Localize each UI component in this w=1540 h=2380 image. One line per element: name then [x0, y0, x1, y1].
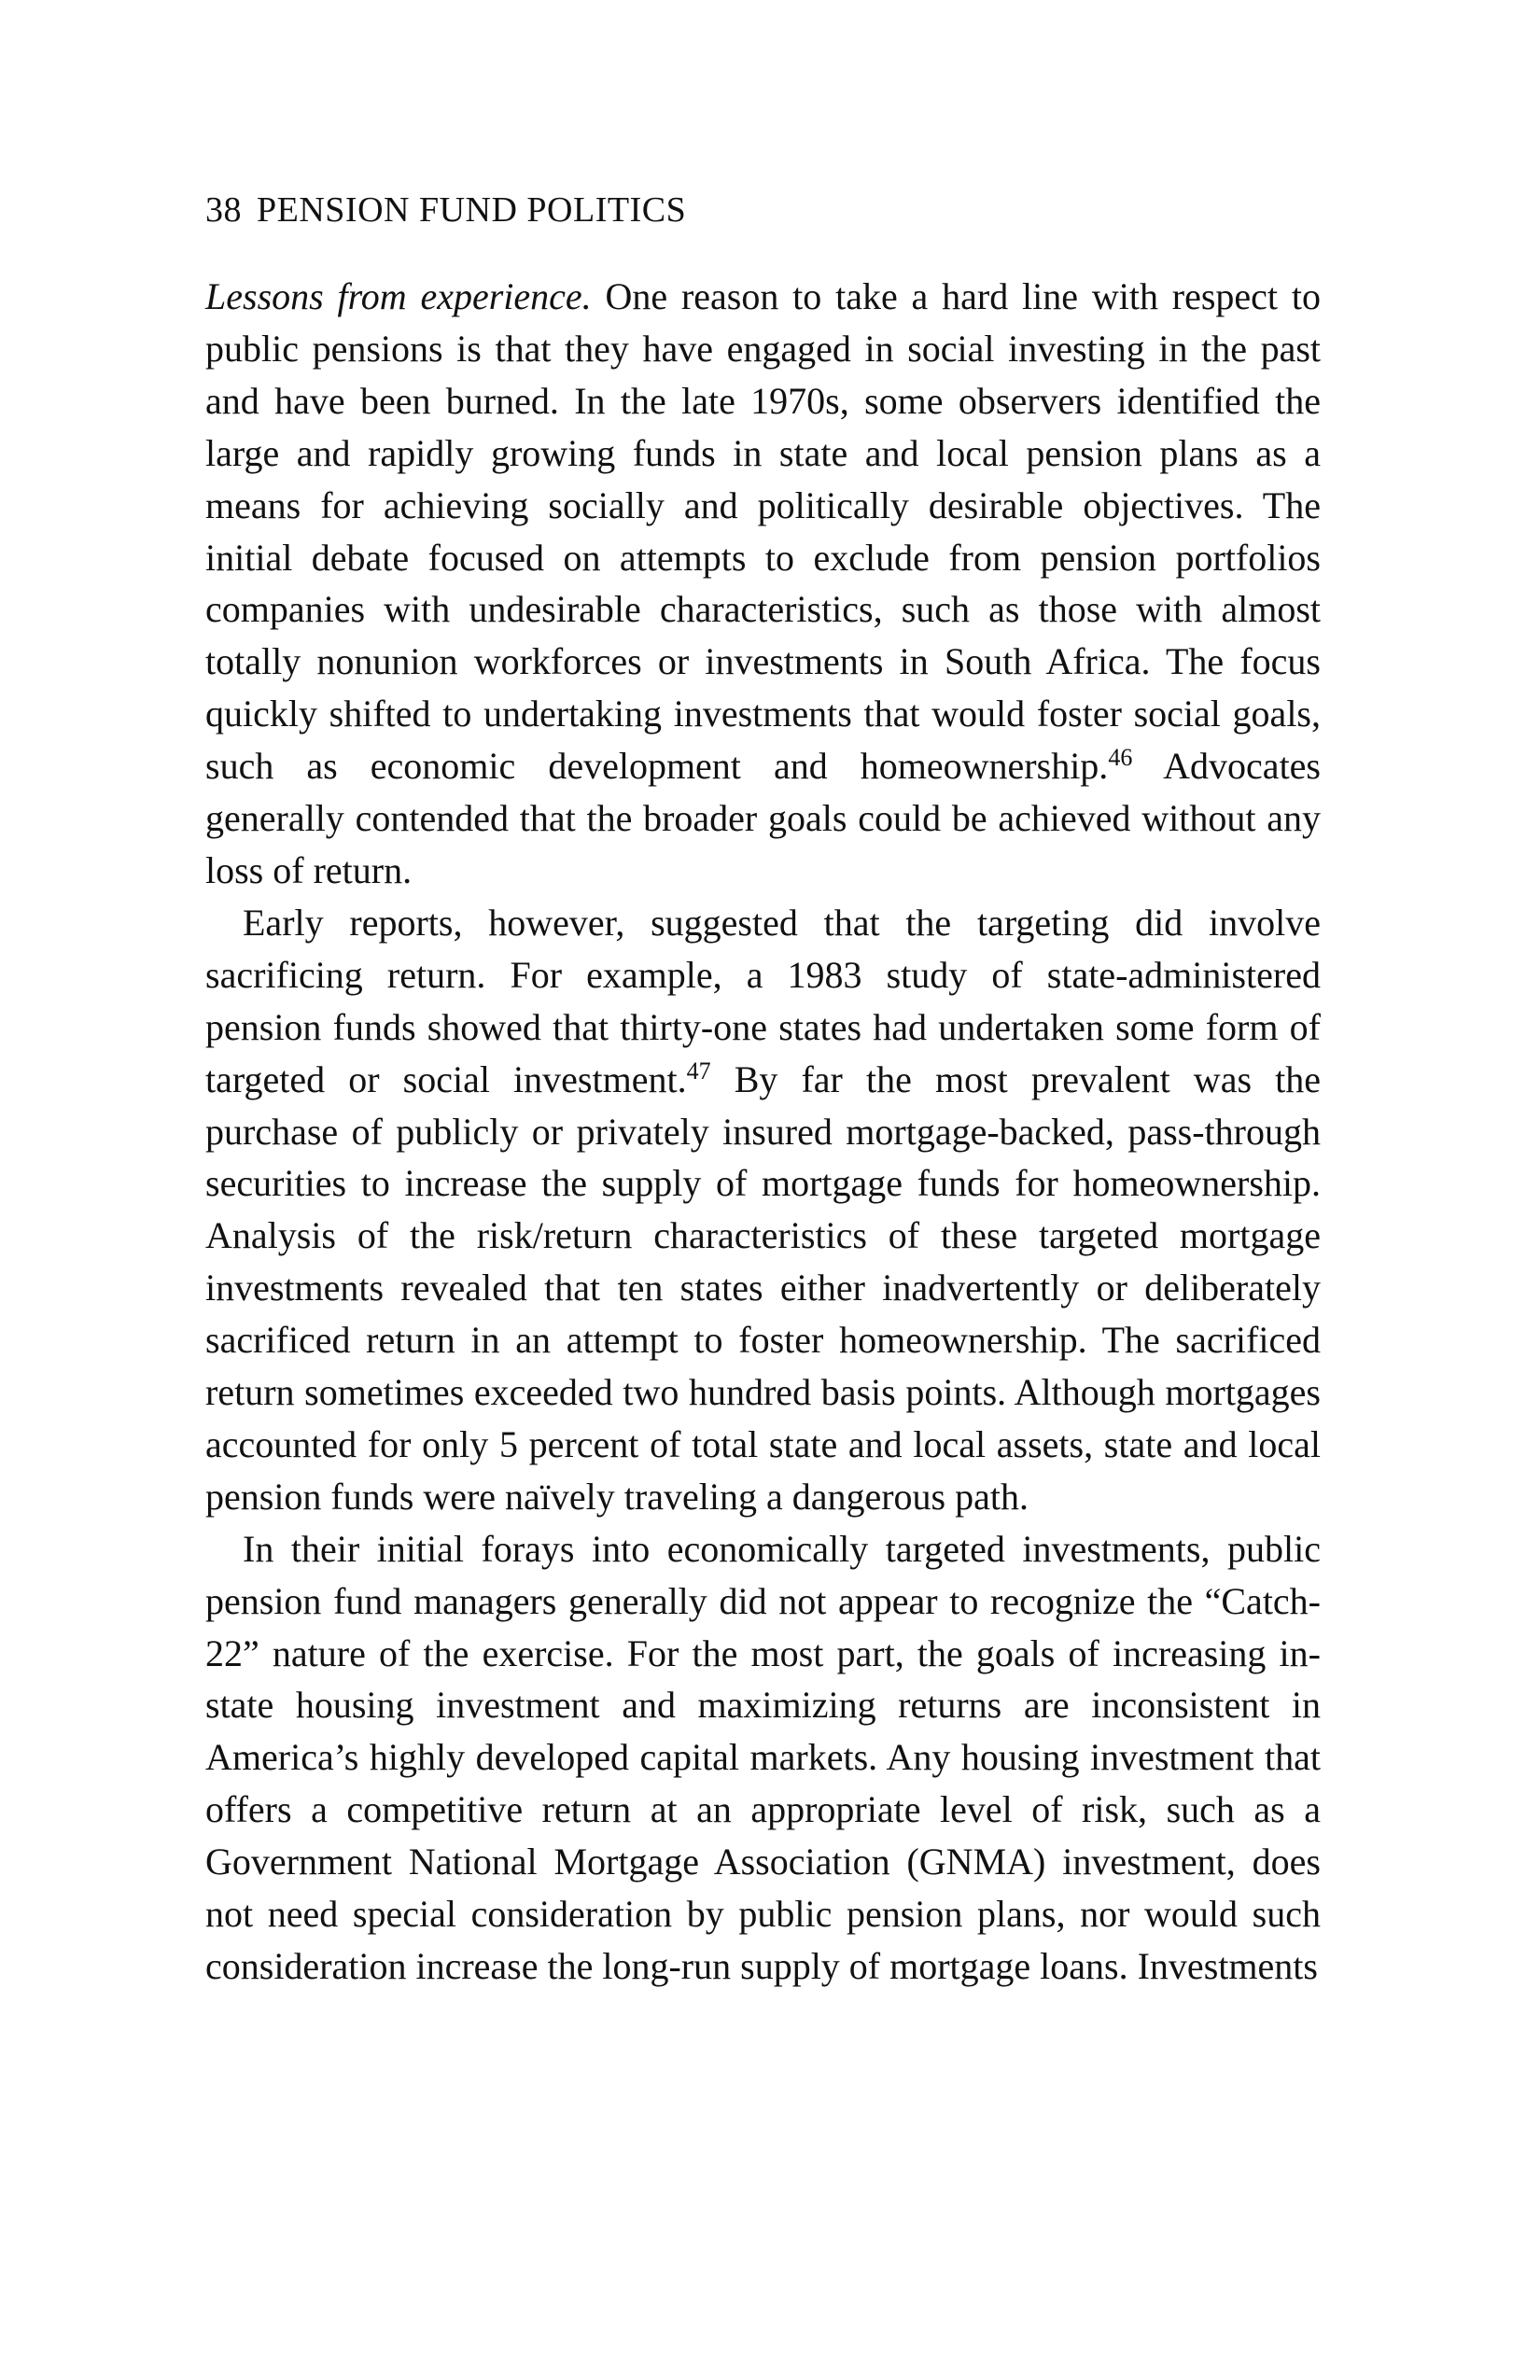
paragraph-text: Early reports, however, suggested that the targeting did involve sacrificing return. For example, a 1983 study of state-administered pension funds showed that thirty-one states had undertaken some form of targeted or social investment.	[205, 901, 1321, 1100]
paragraph-text: Advocates generally contended that the broader goals could be achieved without any loss of return.	[205, 745, 1321, 891]
footnote-reference: 46	[1108, 744, 1133, 772]
footnote-reference: 47	[686, 1057, 711, 1085]
running-head	[205, 187, 686, 233]
paragraph-lessons-from-experience	[205, 271, 1321, 897]
body-text	[205, 271, 1321, 1993]
page-number: 38	[205, 190, 242, 230]
paragraph-initial-forays	[205, 1523, 1321, 1993]
paragraph-text: One reason to take a hard line with respect to public pensions is that they have engaged in social investing in the past and have been burned. In the late 1970s, some observers identified the large and rapidly growing funds in state and local pension plans as a means for achieving socially and politically desirable objectives. The initial debate focused on attempts to exclude from pension portfolios companies with undesirable characteristics, such as those with almost totally nonunion workforces or investments in South Africa. The focus quickly shifted to undertaking investments that would foster social goals, such as economic development and homeownership.	[205, 275, 1321, 788]
run-in-heading: Lessons from experience.	[205, 275, 592, 317]
paragraph-text: By far the most prevalent was the purchase of publicly or privately insured mortgage-backed, pass-through securities to increase the supply of mortgage funds for homeownership. Analysis of the risk/return characteristics of these targeted mortgage investments revealed that ten states either inadvertently or deliberately sacrificed return in an attempt to foster homeownership. The sacrificed return sometimes exceeded two hundred basis points. Although mortgages accounted for only 5 percent of total state and local assets, state and local pension funds were naïvely traveling a dangerous path.	[205, 1057, 1321, 1518]
paragraph-text: In their initial forays into economically targeted investments, public pension fund managers generally did not appear to recognize the “Catch-22” nature of the exercise. For the most part, the goals of increasing in-state housing investment and maximizing returns are inconsistent in America’s highly developed capital markets. Any housing investment that offers a competitive return at an appropriate level of risk, such as a Government National Mortgage Association (GNMA) investment, does not need special consideration by public pension plans, nor would such consideration increase the long-run supply of mortgage loans. Investments	[205, 1527, 1321, 1987]
running-title: PENSION FUND POLITICS	[257, 190, 687, 230]
paragraph-early-reports	[205, 897, 1321, 1523]
